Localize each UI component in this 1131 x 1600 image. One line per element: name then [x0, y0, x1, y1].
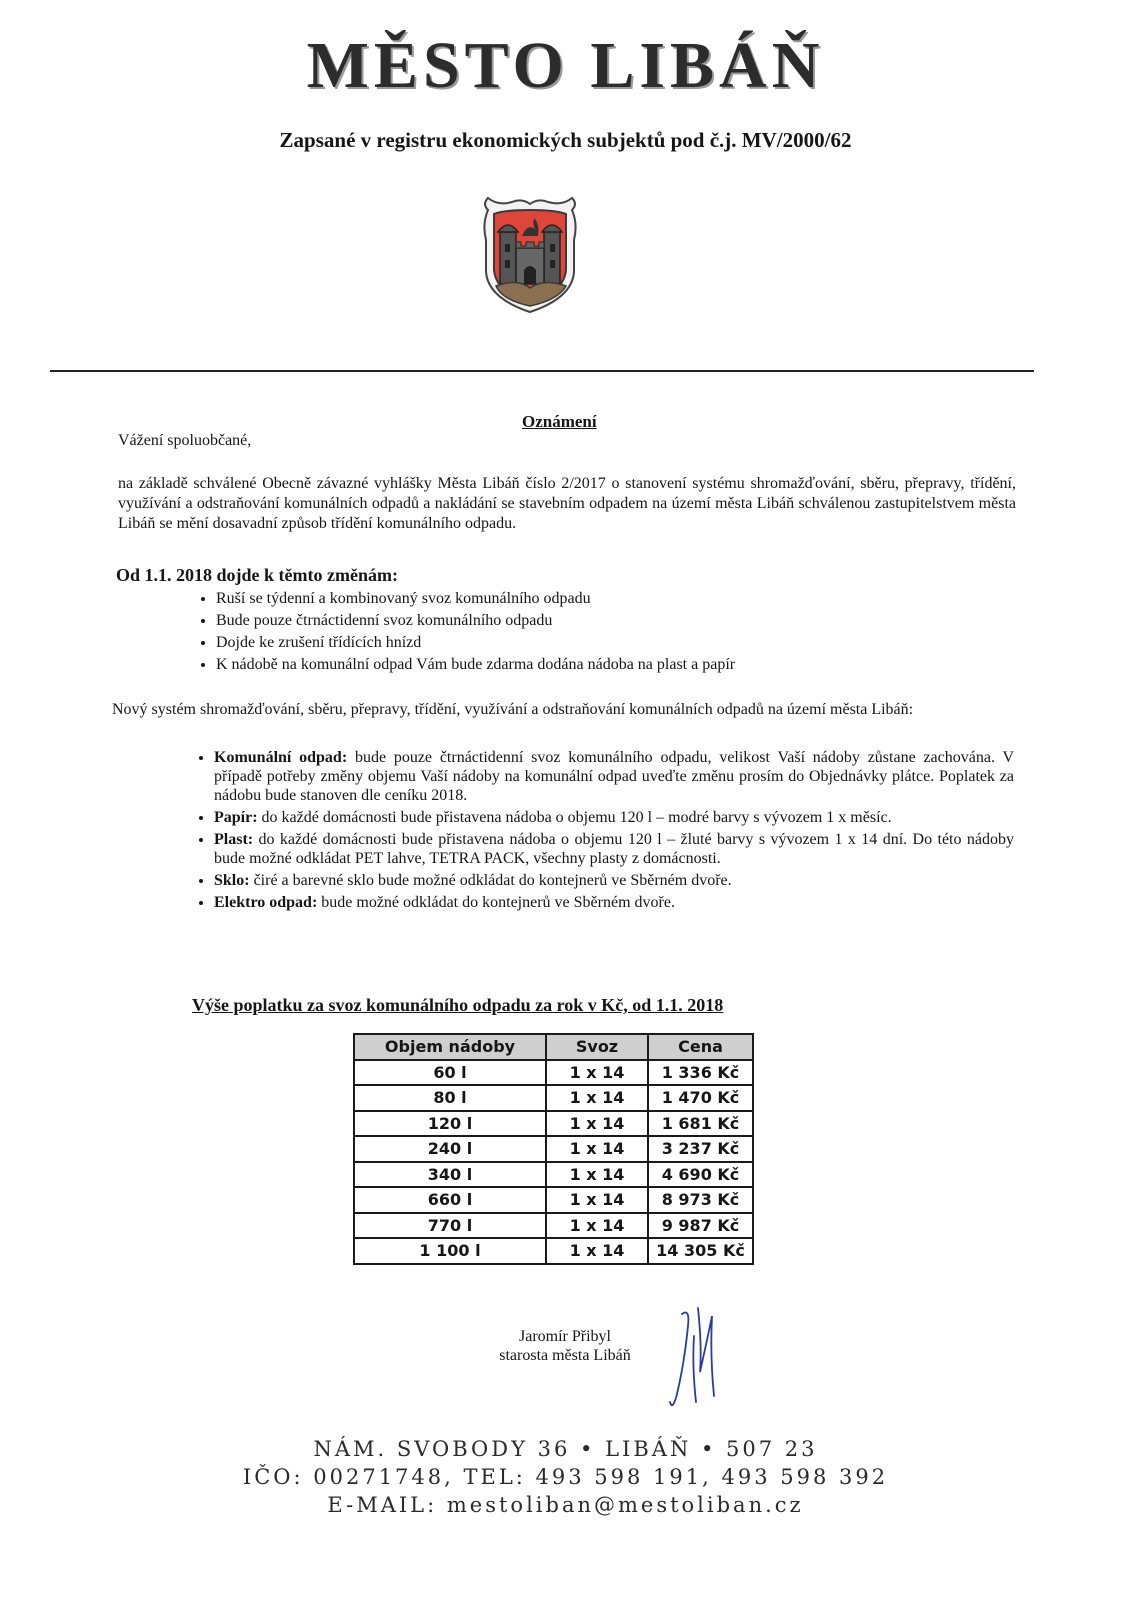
column-header: Svoz — [546, 1034, 648, 1060]
table-cell: 1 x 14 — [546, 1187, 648, 1213]
table-cell: 60 l — [354, 1060, 546, 1086]
list-item: • Dojde ke zrušení třídících hnízd — [216, 632, 1016, 654]
page-title: MĚSTO LIBÁŇ — [306, 29, 825, 102]
list-item — [214, 893, 1014, 912]
table-cell: 1 470 Kč — [648, 1085, 753, 1111]
table-header-row — [354, 1034, 753, 1060]
table-cell: 80 l — [354, 1085, 546, 1111]
table-row — [354, 1162, 753, 1188]
list-item — [214, 748, 1014, 805]
system-intro: Nový systém shromažďování, sběru, přepravy, třídění, využívání a odstraňování komunálních odpadů na území města Libáň: — [112, 701, 914, 718]
table-cell: 770 l — [354, 1213, 546, 1239]
table-cell: 1 x 14 — [546, 1238, 648, 1264]
item-text: bude pouze čtrnáctidenní svoz komunálního odpadu, velikost Vaší nádoby zůstane zachována. V případě potřeby změny objemu Vaší nádoby na komunální odpad uveďte změnu prosím do Objednávky plátce. Poplatek za nádobu bude stanoven dle ceníku 2018. — [214, 749, 1015, 804]
table-cell: 4 690 Kč — [648, 1162, 753, 1188]
table-row — [354, 1060, 753, 1086]
item-label: Sklo: — [214, 872, 250, 889]
signatory-name: Jaromír Přibyl — [519, 1328, 611, 1345]
table-cell: 14 305 Kč — [648, 1238, 753, 1264]
table-row — [354, 1238, 753, 1264]
changes-title: Od 1.1. 2018 dojde k těmto změnám: — [116, 565, 398, 585]
table-cell: 1 x 14 — [546, 1162, 648, 1188]
list-item — [214, 808, 1014, 827]
item-label: Papír: — [214, 809, 258, 826]
table-row — [354, 1213, 753, 1239]
header-divider — [50, 370, 1034, 372]
item-text: čiré a barevné sklo bude možné odkládat do kontejnerů ve Sběrném dvoře. — [249, 872, 732, 889]
item-label: Plast: — [214, 831, 254, 848]
signature-icon — [668, 1306, 728, 1416]
coat-of-arms-icon — [478, 196, 582, 314]
table-cell: 1 681 Kč — [648, 1111, 753, 1137]
list-item — [214, 830, 1014, 868]
footer-address: NÁM. SVOBODY 36 • LIBÁŇ • 507 23 — [313, 1437, 818, 1461]
intro-paragraph: na základě schválené Obecně závazné vyhlášky Města Libáň číslo 2/2017 o stanovení systému shromažďování, sběru, přepravy, třídění, využívání a odstraňování komunálních odpadů a nakládání se stavebním odpadem na území města Libáň schválenou zastupitelstvem města Libáň se mění dosavadní způsob třídění komunálního odpadu. — [118, 475, 1016, 532]
footer-ico-tel: IČO: 00271748, TEL: 493 598 191, 493 598 392 — [242, 1465, 889, 1489]
table-cell: 660 l — [354, 1187, 546, 1213]
fee-table — [353, 1033, 754, 1265]
list-item: • K nádobě na komunální odpad Vám bude zdarma dodána nádoba na plast a papír — [216, 654, 1016, 676]
footer-email: E-MAIL: mestoliban@mestoliban.cz — [327, 1493, 804, 1517]
column-header: Cena — [648, 1034, 753, 1060]
list-item — [214, 871, 1014, 890]
table-cell: 120 l — [354, 1111, 546, 1137]
item-label: Elektro odpad: — [214, 894, 318, 911]
system-list — [158, 748, 1014, 915]
item-label: Komunální odpad: — [214, 749, 348, 766]
list-item: • Ruší se týdenní a kombinovaný svoz komunálního odpadu — [216, 588, 1016, 610]
table-cell: 1 x 14 — [546, 1085, 648, 1111]
list-item: • Bude pouze čtrnáctidenní svoz komunálního odpadu — [216, 610, 1016, 632]
table-cell: 1 x 14 — [546, 1213, 648, 1239]
table-cell: 240 l — [354, 1136, 546, 1162]
table-cell: 340 l — [354, 1162, 546, 1188]
table-cell: 1 100 l — [354, 1238, 546, 1264]
table-cell: 8 973 Kč — [648, 1187, 753, 1213]
table-row — [354, 1136, 753, 1162]
notice-heading: Oznámení — [522, 412, 597, 431]
fee-table-title: Výše poplatku za svoz komunálního odpadu za rok v Kč, od 1.1. 2018 — [192, 995, 724, 1015]
item-text: bude možné odkládat do kontejnerů ve Sběrném dvoře. — [317, 894, 675, 911]
signatory-role: starosta města Libáň — [499, 1347, 631, 1364]
table-cell: 9 987 Kč — [648, 1213, 753, 1239]
table-row — [354, 1085, 753, 1111]
changes-list — [158, 588, 1016, 676]
table-cell: 1 x 14 — [546, 1111, 648, 1137]
table-row — [354, 1111, 753, 1137]
column-header: Objem nádoby — [354, 1034, 546, 1060]
table-cell: 3 237 Kč — [648, 1136, 753, 1162]
item-text: do každé domácnosti bude přistavena nádoba o objemu 120 l – žluté barvy s vývozem 1 x 14 dní. Do této nádoby bude možné odkládat PET lahve, TETRA PACK, všechny plasty z domácnosti. — [214, 831, 1014, 867]
table-row — [354, 1187, 753, 1213]
item-text: do každé domácnosti bude přistavena nádoba o objemu 120 l – modré barvy s vývozem 1 x měsíc. — [257, 809, 892, 826]
table-cell: 1 x 14 — [546, 1060, 648, 1086]
salutation: Vážení spoluobčané, — [118, 432, 252, 449]
table-cell: 1 336 Kč — [648, 1060, 753, 1086]
registry-note: Zapsané v registru ekonomických subjektů pod č.j. MV/2000/62 — [279, 128, 852, 152]
table-cell: 1 x 14 — [546, 1136, 648, 1162]
